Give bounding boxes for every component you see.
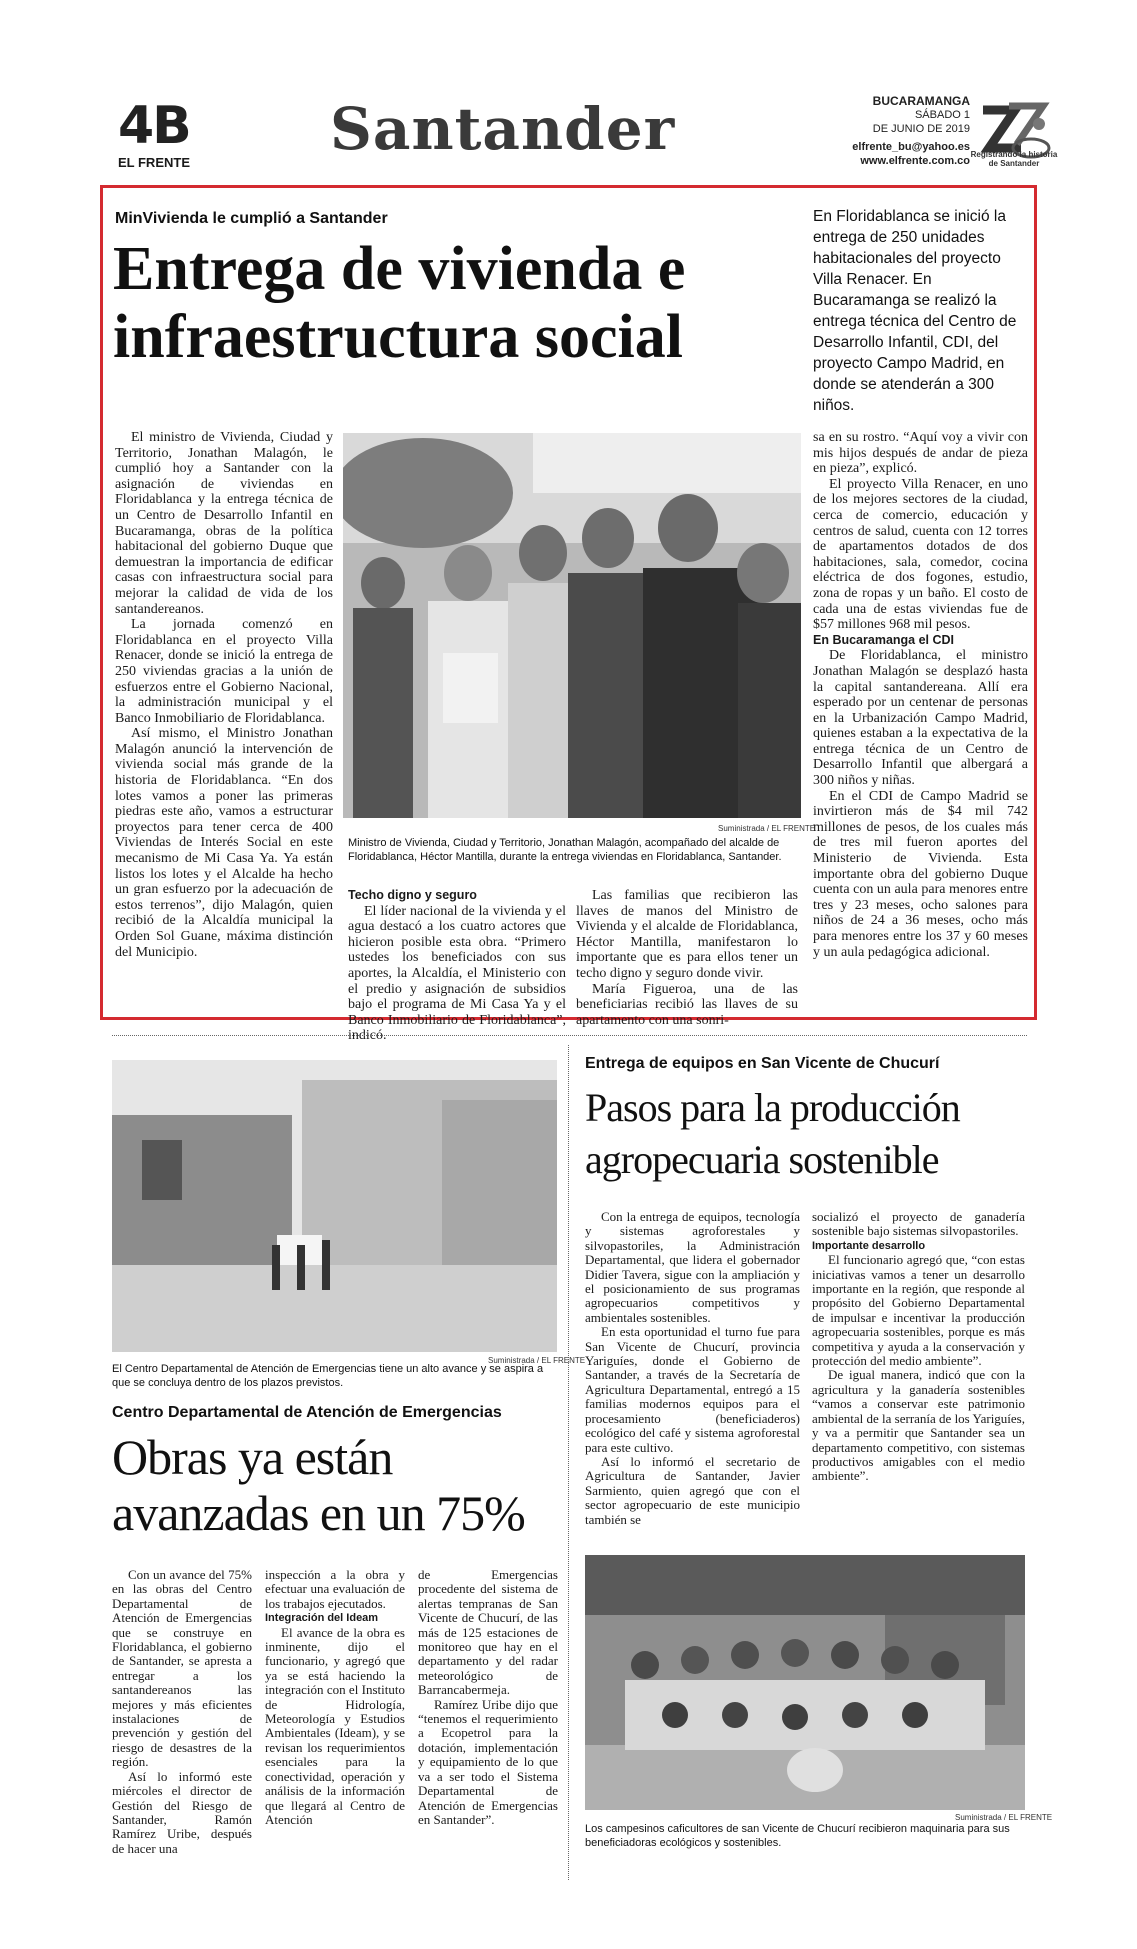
construction-photo-caption: El Centro Departamental de Atención de Emergencias tiene un alto avance y se aspira a que se concluya dentro de los plazos previstos. bbox=[112, 1363, 544, 1389]
website-link[interactable]: www.elfrente.com.co bbox=[860, 155, 970, 167]
city-label: BUCARAMANGA bbox=[872, 94, 970, 108]
agro-headline-line-2: agropecuaria sostenible bbox=[585, 1137, 939, 1182]
featured-photo-caption: Ministro de Vivienda, Ciudad y Territorio, Jonathan Malagón, acompañado del alcalde de Floridablanca, Héctor Mantilla, durante la entrega viviendas en Floridablanca, Santander. bbox=[348, 837, 782, 863]
paragraph: inspección a la obra y efectuar una evaluación de los trabajos ejecutados. bbox=[265, 1567, 405, 1611]
farmers-photo-caption: Los campesinos caficultores de san Vicente de Chucurí recibieron maquinaria para sus beneficiadoras ecológicos y sostenibles. bbox=[585, 1823, 1010, 1849]
paragraph: El líder nacional de la vivienda y el agua destacó a los cuatro actores que hicieron posible esta obra. “Primero ustedes los beneficiados con sus aportes, la Alcaldía, el Ministerio con el predio y asignación de subsidios bajo el programa de Mi Casa Ya y el Banco Inmobiliario de Floridablanca”, indicó. bbox=[348, 903, 566, 1044]
featured-column-3 bbox=[576, 888, 798, 1028]
featured-column-2 bbox=[348, 888, 566, 1044]
date-line-1: SÁBADO 1 bbox=[914, 109, 970, 121]
featured-photo bbox=[343, 433, 801, 818]
paragraph: Ramírez Uribe dijo que “tenemos el requerimiento a Ecopetrol para la dotación, implementación y equipamiento de lo que va a ser todo el Sistema Departamental de Atención de Emergencias en Santander”. bbox=[418, 1696, 558, 1827]
paragraph: De Floridablanca, el ministro Jonathan Malagón se desplazó hasta la capital santandereana. Allí era esperado por un centenar de personas en la Urbanización Campo Madrid, quienes estaban a la expectativa de la entrega técnica de un Centro de Desarrollo Infantil que albergará a 300 niños y niñas. bbox=[813, 648, 1028, 789]
subheading: En Bucaramanga el CDI bbox=[813, 632, 955, 647]
paragraph: El ministro de Vivienda, Ciudad y Territorio, Jonathan Malagón, le cumplió hoy a Santander con la asignación de viviendas en Floridablanca y la entrega técnica de un Centro de Desarrollo Infantil en Bucaramanga, obras de la política habitacional del gobierno Duque que demuestran la importancia de edificar casas con infraestructura social para mejorar la calidad de vida de los santandereanos. bbox=[115, 430, 333, 617]
page-header bbox=[0, 0, 1137, 170]
page-number: 4B bbox=[118, 96, 190, 156]
paragraph: Con la entrega de equipos, tecnología y sistemas agroforestales y silvopastoriles, la Administración Departamental, que lidera el gobernador Didier Tavera, sigue con la ampliación y el posicionamiento de sus programas agropecuarios competitivos y ambientales sostenibles. bbox=[585, 1209, 800, 1325]
featured-column-1 bbox=[115, 430, 333, 960]
emergency-column-1 bbox=[112, 1568, 252, 1856]
paragraph: En esta oportunidad el turno fue para San Vicente de Chucurí, provincia Yariguíes, donde el Gobierno de Santander, a través de la Secretaría de Agricultura Departamental, entregó a 15 familias modernos equipos para el procesamiento (beneficiaderos) ecológico del café y sistema agroforestal para este cultivo. bbox=[585, 1324, 800, 1455]
date-line-2: DE JUNIO DE 2019 bbox=[872, 123, 970, 135]
paragraph: Así lo informó el secretario de Agricultura de Santander, Javier Sarmiento, quien agregó que con el sector agropecuario de este municipio también se bbox=[585, 1453, 800, 1527]
paragraph: El avance de la obra es inminente, dijo el funcionario, y agregó que ya se está haciendo la integración con el Instituto de Hidrología, Meteorología y Estudios Ambientales (Ideam), y se revisan los requerimientos esenciales para la conectividad, operación y análisis de la información que llegará al Centro de Atención bbox=[265, 1624, 405, 1827]
emergency-column-2 bbox=[265, 1568, 405, 1827]
construction-photo-credit: Suministrada / EL FRENTE bbox=[488, 1356, 586, 1365]
vertical-divider bbox=[568, 1045, 569, 1880]
paragraph: Con un avance del 75% en las obras del Centro Departamental de Atención de Emergencias que se construye en Floridablanca, el gobierno de Santander, se apresta a entregar a los santandereanos las mejores y más eficientes instalaciones de prevención y gestión del riesgo de desastres de la región. bbox=[112, 1567, 252, 1770]
emergency-headline-line-1: Obras ya están bbox=[112, 1429, 393, 1485]
featured-kicker: MinVivienda le cumplió a Santander bbox=[115, 210, 388, 227]
group-photo-illustration bbox=[343, 433, 801, 818]
farmers-illustration bbox=[585, 1555, 1025, 1810]
paragraph: Así lo informó este miércoles el director de Gestión del Riesgo de Santander, Ramón Ramírez Uribe, después de hacer una bbox=[112, 1768, 252, 1856]
agro-headline-line-1: Pasos para la producción bbox=[585, 1085, 960, 1130]
construction-illustration bbox=[112, 1060, 557, 1352]
farmers-photo bbox=[585, 1555, 1025, 1810]
section-title: Santander bbox=[330, 95, 676, 163]
featured-deck: En Floridablanca se inició la entrega de 250 unidades habitacionales del proyecto Villa Renacer. En Bucaramanga se realizó la entrega técnica del Centro de Desarrollo Infantil, CDI, del proyecto Campo Madrid, en donde se atenderán a 300 niños. bbox=[813, 208, 1017, 414]
featured-article-frame bbox=[100, 185, 1037, 1044]
logo-tagline: Registrando la historia de Santander bbox=[970, 150, 1058, 168]
subheading: Techo digno y seguro bbox=[348, 888, 477, 902]
featured-headline-line-1: Entrega de vivienda e bbox=[113, 235, 686, 303]
paragraph: La jornada comenzó en Floridablanca en el proyecto Villa Renacer, donde se inició la entrega de 250 viviendas gracias a la unión de esfuerzos entre el Gobierno Nacional, la administración municipal y el Banco Inmobiliario de Floridablanca. bbox=[115, 617, 333, 726]
paragraph: sa en su rostro. “Aquí voy a vivir con mis hijos después de andar de pieza en pieza”, explicó. bbox=[813, 430, 1028, 477]
paragraph: El funcionario agregó que, “con estas iniciativas vamos a tener un desarrollo importante en la región, que responde al propósito del Gobierno Departamental de impulsar e incentivar la producción agropecuaria sostenibles, porque es más competitiva y ayuda a la conservación y protección del medio ambiente”. bbox=[812, 1252, 1025, 1369]
featured-photo-credit: Suministrada / EL FRENTE bbox=[718, 824, 816, 833]
newspaper-name: EL FRENTE bbox=[118, 155, 190, 170]
subheading: Integración del Ideam bbox=[265, 1612, 379, 1625]
emergency-kicker: Centro Departamental de Atención de Emergencias bbox=[112, 1404, 502, 1421]
header-meta bbox=[830, 94, 970, 168]
emergency-column-3 bbox=[418, 1568, 558, 1827]
paragraph: de Emergencias procedente del sistema de alertas tempranas de San Vicente de Chucurí, de las más de 125 estaciones de monitoreo que hay en el departamento y del radar meteorológico de Barrancabermeja. bbox=[418, 1567, 558, 1698]
agro-column-1 bbox=[585, 1210, 800, 1527]
paragraph: socializó el proyecto de ganadería sostenible bajo sistemas silvopastoriles. bbox=[812, 1209, 1025, 1239]
emergency-headline-line-2: avanzadas en un 75% bbox=[112, 1485, 525, 1541]
featured-column-4 bbox=[813, 430, 1028, 960]
paragraph: María Figueroa, una de las beneficiarias recibió las llaves de su apartamento con una sonri- bbox=[576, 981, 798, 1028]
email-link[interactable]: elfrente_bu@yahoo.es bbox=[852, 141, 970, 153]
horizontal-divider bbox=[112, 1035, 1027, 1036]
farmers-photo-credit: Suministrada / EL FRENTE bbox=[955, 1813, 1053, 1822]
paragraph: El proyecto Villa Renacer, en uno de los mejores sectores de la ciudad, cerca de comercio, educación y centros de salud, cuenta con 12 torres de apartamentos dotados de dos habitaciones, sala, comedor, cocina eléctrica de dos fogones, estudio, zona de ropas y un baño. El costo de cada una de estas viviendas fue de $57 millones 968 mil pesos. bbox=[813, 476, 1028, 633]
agro-column-2 bbox=[812, 1210, 1025, 1484]
agro-kicker: Entrega de equipos en San Vicente de Chucurí bbox=[585, 1055, 940, 1072]
construction-photo bbox=[112, 1060, 557, 1352]
paragraph: En el CDI de Campo Madrid se invirtieron más de $4 mil 742 millones de pesos, de los cuales más de tres mil fueron aportes del Ministerio de Vivienda. Esta importante obra del gobierno Duque cuenta con un aula para menores entre tres y 23 meses, ocho salones para niños de 24 a 36 meses, ocho más para menores entre los 37 y 60 meses y un aula pedagógica adicional. bbox=[813, 788, 1028, 960]
paragraph: Las familias que recibieron las llaves de manos del Ministro de Vivienda y el alcalde de Floridablanca, Héctor Mantilla, manifestaron lo importante que es para ellos tener un techo digno y seguro donde vivir. bbox=[576, 888, 798, 981]
featured-headline-line-2: infraestructura social bbox=[113, 303, 683, 371]
subheading: Importante desarrollo bbox=[812, 1239, 926, 1252]
paragraph: Así mismo, el Ministro Jonathan Malagón anunció la intervención de vivienda social más grande de la historia de Floridablanca. “En dos lotes vamos a poner las primeras piedras este año, vamos a estructurar proyectos para tener cerca de 400 Viviendas de Interés Social en este mecanismo de Mi Casa Ya. Ya están listos los lotes y el Alcalde ha hecho un gran esfuerzo por la adecuación de estos terrenos”, dijo Malagón, quien recibió de la Alcaldía municipal la Orden Sol Guane, máxima distinción del Municipio. bbox=[115, 726, 333, 960]
paragraph: De igual manera, indicó que con la agricultura y la ganadería sostenibles “vamos a conservar este patrimonio ambiental de la serranía de los Yariguíes, y va a permitir que Santander sea un departamento competitivo, con sistemas productivos amigables con el medio ambiente”. bbox=[812, 1367, 1025, 1484]
